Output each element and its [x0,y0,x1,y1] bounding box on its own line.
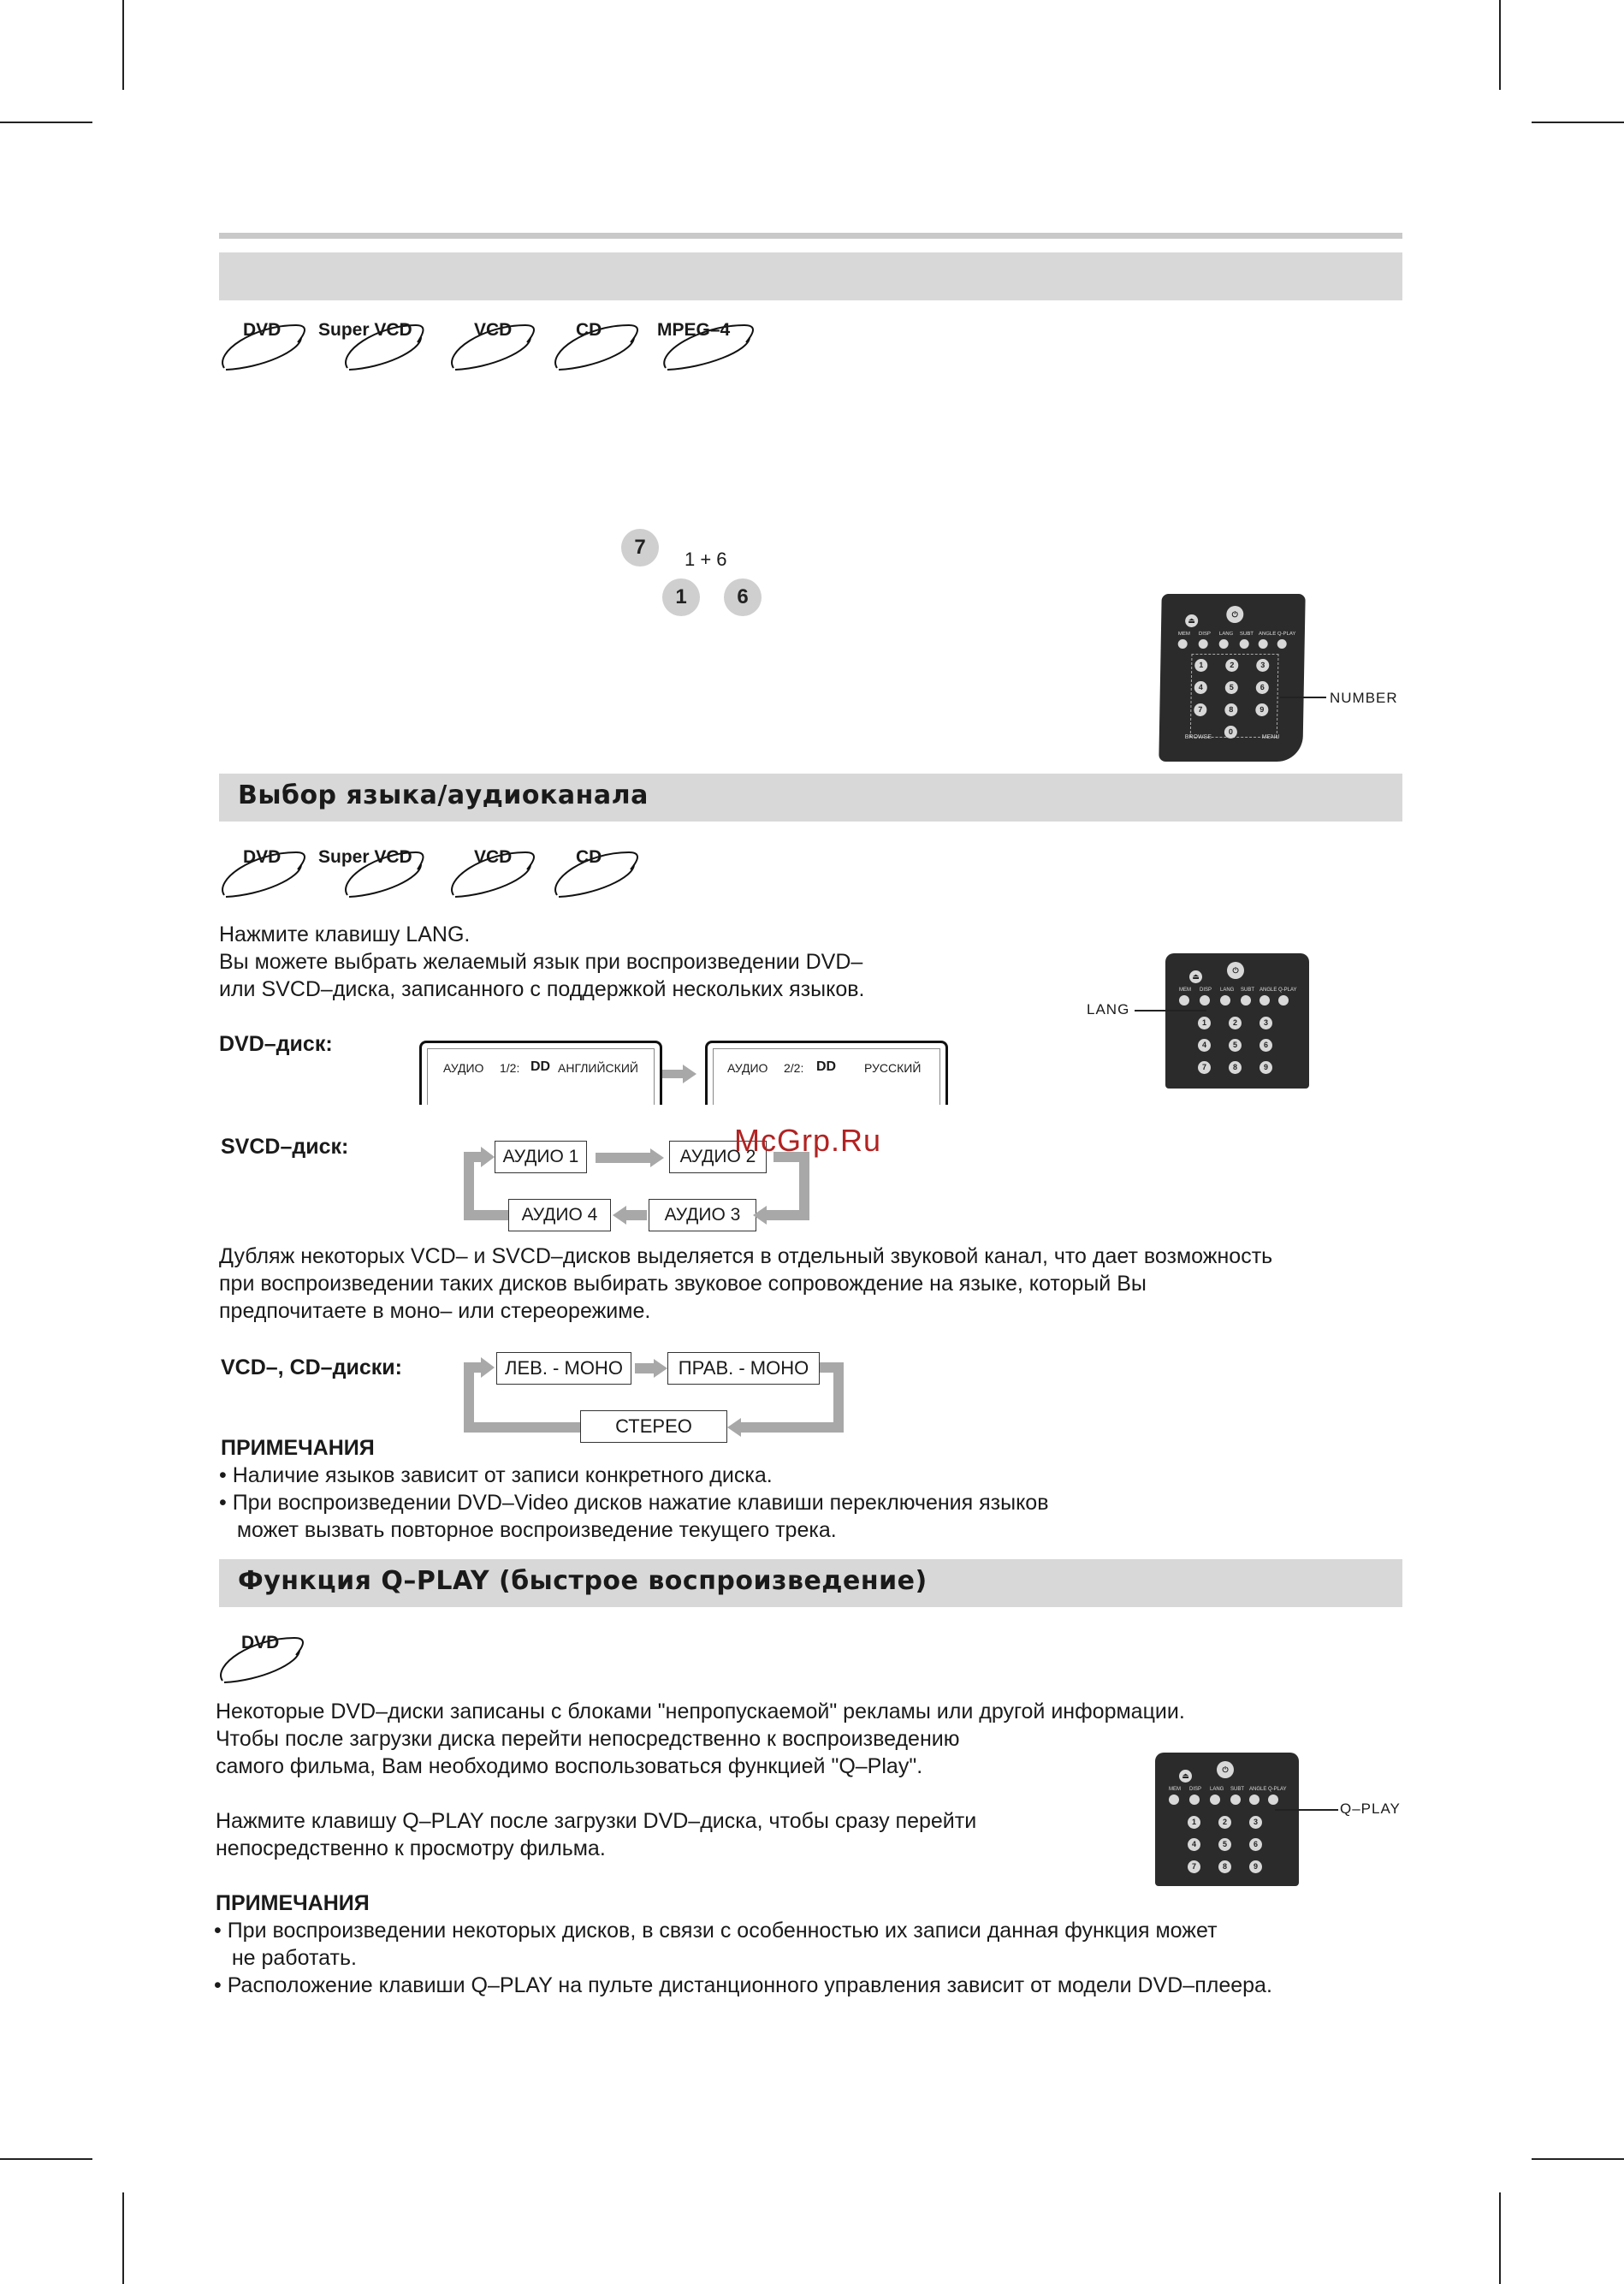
body-text: Некоторые DVD–диски записаны с блоками "непропускаемой" рекламы или другой информации. [216,1700,1185,1723]
body-text: предпочитаете в моно– или стереорежиме. [219,1299,651,1323]
callout-qplay: Q–PLAY [1340,1801,1401,1817]
digit-3-button: 3 [1256,659,1269,672]
arrow-right-icon [662,1065,696,1083]
callout-number: NUMBER [1330,690,1398,706]
crop-mark [1499,2192,1501,2284]
arrow-left-icon [727,1418,755,1437]
digit-5-button: 5 [1225,681,1238,694]
top-rule [219,233,1402,239]
qplay-button [1268,1795,1278,1805]
digit-7-button: 7 [1194,703,1206,716]
body-text: Чтобы после загрузки диска перейти непосредственно к воспроизведению [216,1727,960,1751]
digit-2-button: 2 [1225,659,1238,672]
number-equation: 1 + 6 [685,549,727,570]
dolby-icon: DD [530,1059,551,1074]
arrow-right-icon [469,1357,496,1378]
svcd-audio-3: АУДИО 3 [649,1199,756,1231]
eject-button: ⏏ [1189,970,1202,983]
disc-icon-dvd: DVD [219,845,308,900]
disc-icon-super-vcd: Super VCD [317,845,426,900]
body-text: непосредственно к просмотру фильма. [216,1836,606,1860]
section-band-lang [219,774,1402,822]
note-item: может вызвать повторное воспроизведение текущего трека. [219,1518,837,1542]
crop-mark [122,2192,124,2284]
stereo-box: СТЕРЕО [580,1410,727,1443]
disc-icon-cd: CD [552,318,641,373]
body-text: Нажмите клавишу Q–PLAY после загрузки DVD–диска, чтобы сразу перейти [216,1809,977,1833]
crop-mark [1499,0,1501,90]
notes-title: ПРИМЕЧАНИЯ [216,1891,370,1915]
body-text: Нажмите клавишу LANG. [219,922,471,946]
crop-mark [0,122,92,123]
body-text: при воспроизведении таких дисков выбирать звуковое сопровождение на языке, который Вы [219,1272,1147,1296]
arrow-right-icon [469,1147,496,1167]
vcd-cd-label: VCD–, CD–диски: [221,1356,402,1379]
note-item: • При воспроизведении некоторых дисков, в связи с особенностью их записи данная функция может [214,1919,1218,1943]
note-item: • Расположение клавиши Q–PLAY на пульте дистанционного управления зависит от модели DVD–плеера. [214,1973,1272,1997]
dvd-screen-2: АУДИО 2/2: DD РУССКИЙ [705,1041,948,1105]
arrow-left-icon [753,1206,779,1225]
note-item: • При воспроизведении DVD–Video дисков нажатие клавиши переключения языков [219,1491,1049,1515]
digit-8-button: 8 [1224,703,1237,716]
digit-0-button: 0 [1224,726,1237,739]
section-title: Функция Q–PLAY (быстрое воспроизведение) [238,1566,928,1596]
left-mono-box: ЛЕВ. - МОНО [496,1352,631,1385]
disc-icon-mpeg4: MPEG–4 [657,318,756,373]
section-band-qplay [219,1559,1402,1607]
power-button: ⏻ [1226,606,1243,623]
digit-1-button: 1 [1194,659,1207,672]
power-button: ⏻ [1227,962,1244,979]
note-item: не работать. [214,1946,357,1970]
arrow-right-icon [635,1359,669,1378]
number-key-7: 7 [621,529,659,567]
eject-button: ⏏ [1179,1770,1192,1783]
section-band-top [219,252,1402,300]
disc-icon-super-vcd: Super VCD [317,318,426,373]
remote-control-number: ⏏ ⏻ MEM DISP LANG SUBT ANGLE Q-PLAY 1 2 3 4 5 6 7 8 9 0 BROWSE MENU [1159,594,1305,762]
disc-icon-cd: CD [552,845,641,900]
dvd-disc-label: DVD–диск: [219,1032,333,1056]
right-mono-box: ПРАВ. - МОНО [667,1352,820,1385]
note-item: • Наличие языков зависит от записи конкретного диска. [219,1463,773,1487]
disc-icon-dvd: DVD [217,1631,306,1686]
section-title: Выбор языка/аудиоканала [238,780,649,810]
digit-6-button: 6 [1256,681,1269,694]
crop-mark [0,2158,92,2160]
watermark: McGrp.Ru [734,1123,882,1158]
body-text: Вы можете выбрать желаемый язык при воспроизведении DVD– [219,950,863,974]
digit-9-button: 9 [1255,703,1268,716]
dvd-screen-1: АУДИО 1/2: DD АНГЛИЙСКИЙ [419,1041,662,1105]
crop-mark [1532,2158,1624,2160]
number-key-1: 1 [662,578,700,616]
lang-button [1200,995,1210,1006]
disc-icon-dvd: DVD [219,318,308,373]
crop-mark [1532,122,1624,123]
disc-icon-vcd: VCD [448,845,537,900]
callout-line [1135,1010,1206,1011]
arrow-left-icon [613,1206,647,1225]
digit-4-button: 4 [1194,681,1207,694]
power-button: ⏻ [1217,1761,1234,1778]
body-text: Дубляж некоторых VCD– и SVCD–дисков выделяется в отдельный звуковой канал, что дает возможность [219,1244,1273,1268]
arrow-right-icon [596,1148,667,1167]
callout-line [1275,1809,1338,1811]
callout-line [1280,697,1326,698]
dolby-icon: DD [816,1059,837,1074]
svcd-audio-4: АУДИО 4 [508,1199,611,1231]
notes-title: ПРИМЕЧАНИЯ [221,1436,375,1460]
eject-button: ⏏ [1185,614,1198,627]
callout-lang: LANG [1087,1001,1130,1017]
remote-control-lang: ⏏ ⏻ MEM DISP LANG SUBT ANGLE Q-PLAY 1 2 3 4 5 6 7 8 9 [1165,953,1309,1089]
svcd-audio-2: АУДИО 2 [669,1141,767,1173]
body-text: самого фильма, Вам необходимо воспользоваться функцией "Q–Play". [216,1754,923,1778]
svcd-disc-label: SVCD–диск: [221,1135,349,1159]
crop-mark [122,0,124,90]
body-text: или SVCD–диска, записанного с поддержкой нескольких языков. [219,977,865,1001]
svcd-audio-1: АУДИО 1 [495,1141,587,1173]
remote-control-qplay: ⏏ ⏻ MEM DISP LANG SUBT ANGLE Q-PLAY 1 2 3 4 5 6 7 8 9 [1155,1753,1299,1886]
disc-icon-vcd: VCD [448,318,537,373]
number-key-6: 6 [724,578,762,616]
